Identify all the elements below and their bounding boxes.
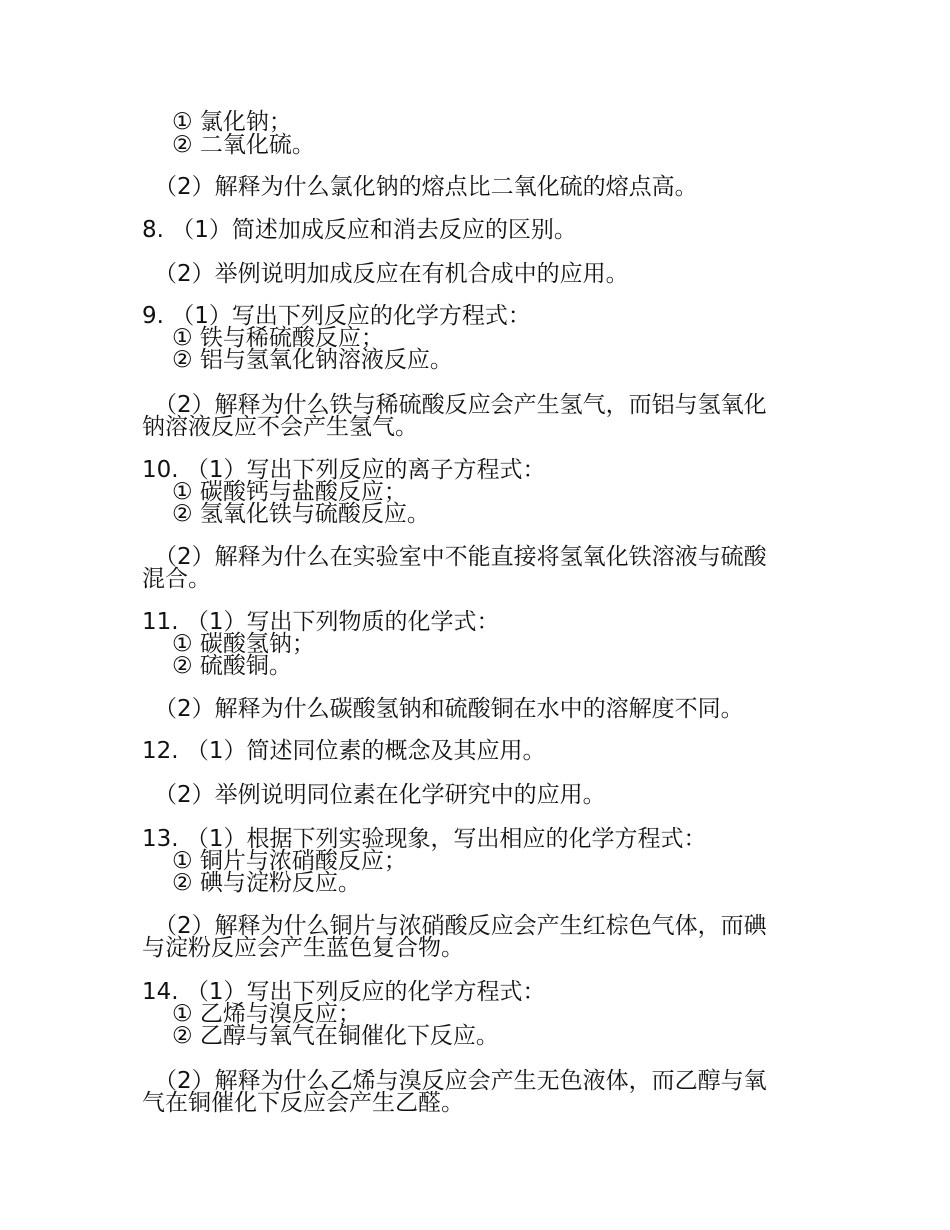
q13-item-2: ② 碘与淀粉反应。 xyxy=(172,870,361,896)
q8-part-1: 8. （1）简述加成反应和消去反应的区别。 xyxy=(142,217,577,243)
q9-part-2-line-2: 钠溶液反应不会产生氢气。 xyxy=(142,414,418,440)
q14-part-2-line-1: （2）解释为什么乙烯与溴反应会产生无色液体，而乙醇与氧 xyxy=(154,1068,767,1094)
q9-part-1: 9. （1）写出下列反应的化学方程式： xyxy=(142,303,531,329)
q14-item-2: ② 乙醇与氧气在铜催化下反应。 xyxy=(172,1023,499,1049)
q14-part-2-line-2: 气在铜催化下反应会产生乙醛。 xyxy=(142,1090,464,1116)
q14-item-1: ① 乙烯与溴反应； xyxy=(172,1001,361,1027)
q13-part-2-line-1: （2）解释为什么铜片与浓硝酸反应会产生红棕色气体，而碘 xyxy=(154,913,767,939)
q10-part-2-line-1: （2）解释为什么在实验室中不能直接将氢氧化铁溶液与硫酸 xyxy=(154,544,767,570)
q13-part-1: 13. （1）根据下列实验现象，写出相应的化学方程式： xyxy=(142,826,707,852)
q11-item-2: ② 硫酸铜。 xyxy=(172,653,292,679)
q7-item-1: ① 氯化钠； xyxy=(172,109,292,135)
q10-item-1: ① 碳酸钙与盐酸反应； xyxy=(172,479,407,505)
q10-item-2: ② 氢氧化铁与硫酸反应。 xyxy=(172,501,430,527)
q7-item-2: ② 二氧化硫。 xyxy=(172,132,315,158)
q10-part-1: 10. （1）写出下列反应的离子方程式： xyxy=(142,457,546,483)
q10-part-2-line-2: 混合。 xyxy=(142,566,211,592)
q13-part-2-line-2: 与淀粉反应会产生蓝色复合物。 xyxy=(142,935,464,961)
q12-part-2: （2）举例说明同位素在化学研究中的应用。 xyxy=(154,782,606,808)
q14-part-1: 14. （1）写出下列反应的化学方程式： xyxy=(142,979,546,1005)
q12-part-1: 12. （1）简述同位素的概念及其应用。 xyxy=(142,738,546,764)
q11-item-1: ① 碳酸氢钠； xyxy=(172,631,315,657)
q11-part-2: （2）解释为什么碳酸氢钠和硫酸铜在水中的溶解度不同。 xyxy=(154,696,744,722)
q7-part-2: （2）解释为什么氯化钠的熔点比二氧化硫的熔点高。 xyxy=(154,174,698,200)
q9-item-1: ① 铁与稀硫酸反应； xyxy=(172,325,384,351)
q9-item-2: ② 铝与氢氧化钠溶液反应。 xyxy=(172,347,453,373)
q11-part-1: 11. （1）写出下列物质的化学式： xyxy=(142,609,500,635)
q9-part-2-line-1: （2）解释为什么铁与稀硫酸反应会产生氢气，而铝与氢氧化 xyxy=(154,392,767,418)
q8-part-2: （2）举例说明加成反应在有机合成中的应用。 xyxy=(154,261,629,287)
q13-item-1: ① 铜片与浓硝酸反应； xyxy=(172,848,407,874)
